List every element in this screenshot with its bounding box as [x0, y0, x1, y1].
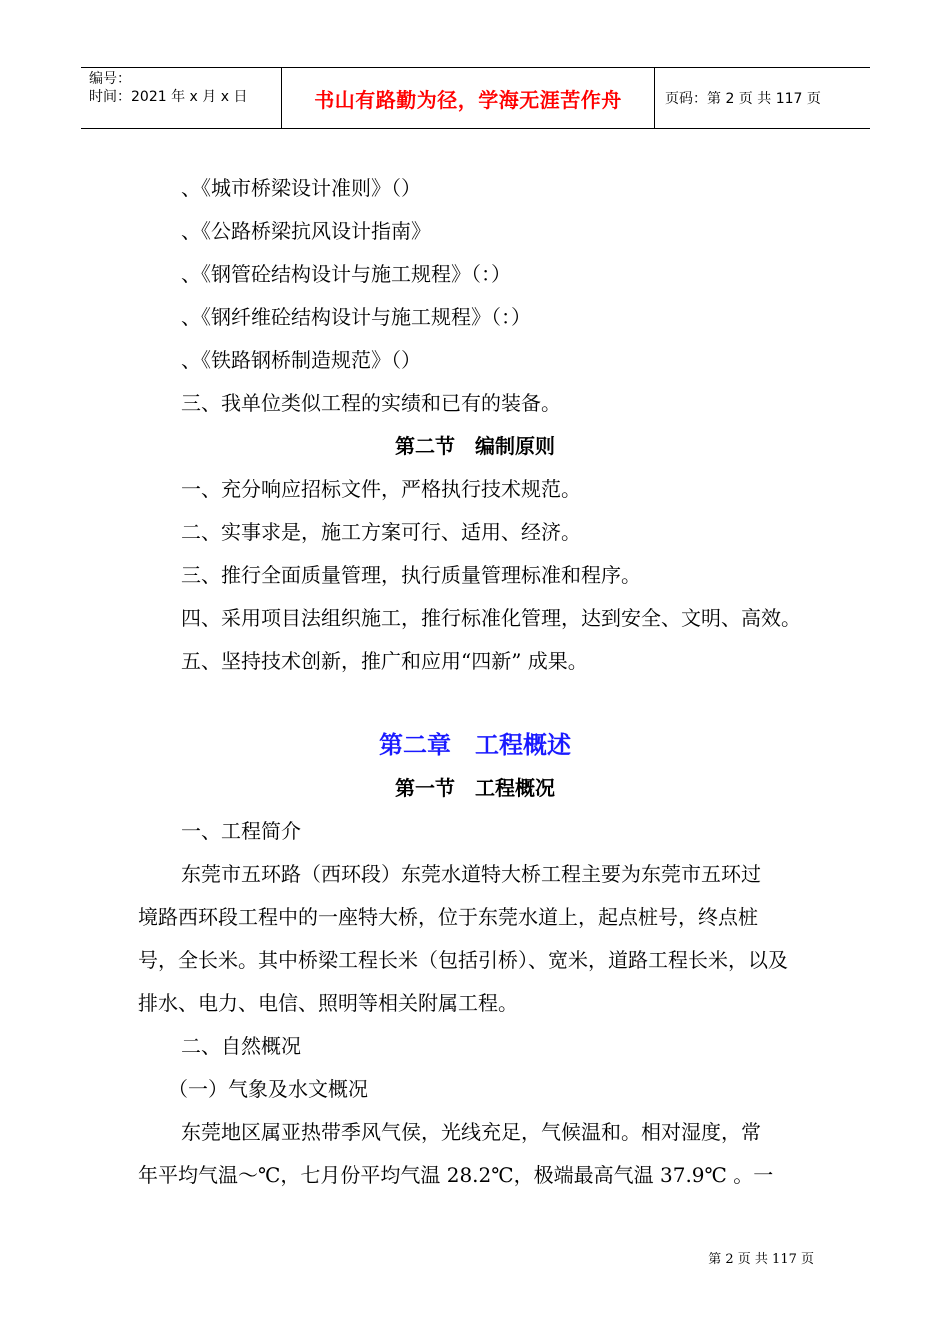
sub-heading: 一、工程简介 [181, 819, 301, 843]
ref-line: 、《城市桥梁设计准则》（） [181, 176, 421, 200]
paragraph-line: 东莞市五环路（西环段）东莞水道特大桥工程主要为东莞市五环过 [181, 862, 761, 886]
ref-line: 、《钢管砼结构设计与施工规程》（：） [181, 262, 511, 286]
page-footer: 第 2 页 共 117 页 [708, 1252, 814, 1267]
ref-line: 、《铁路钢桥制造规范》（） [181, 348, 421, 372]
paragraph-line: 排水、电力、电信、照明等相关附属工程。 [138, 991, 518, 1015]
principle-line: 一、充分响应招标文件，严格执行技术规范。 [181, 477, 581, 501]
principle-line: 五、坚持技术创新，推广和应用“四新” 成果。 [181, 649, 588, 673]
principle-line: 四、采用项目法组织施工，推行标准化管理，达到安全、文明、高效。 [181, 606, 801, 630]
section-heading: 第一节 工程概况 [395, 776, 555, 800]
header-table [81, 67, 870, 129]
paragraph-line: 年平均气温～℃，七月份平均气温 28.2℃，极端最高气温 37.9℃ 。一 [138, 1163, 774, 1187]
paragraph-line: 东莞地区属亚热带季风气侯，光线充足，气候温和。相对湿度，常 [181, 1120, 761, 1144]
principle-line: 三、推行全面质量管理，执行质量管理标准和程序。 [181, 563, 641, 587]
item-three: 三、我单位类似工程的实绩和已有的装备。 [181, 391, 561, 415]
motto: 书山有路勤为径，学海无涯苦作舟 [282, 68, 655, 128]
page-label: 页码：第 2 页 共 117 页 [665, 91, 821, 107]
chapter-heading: 第二章 工程概述 [379, 730, 571, 759]
number-label: 编号： [89, 71, 131, 87]
ref-line: 、《钢纤维砼结构设计与施工规程》（：） [181, 305, 531, 329]
principle-line: 二、实事求是，施工方案可行、适用、经济。 [181, 520, 581, 544]
sub-heading: （一）气象及水文概况 [168, 1077, 368, 1101]
paragraph-line: 境路西环段工程中的一座特大桥，位于东莞水道上，起点桩号，终点桩 [138, 905, 758, 929]
ref-line: 、《公路桥梁抗风设计指南》 [181, 219, 431, 243]
section-heading: 第二节 编制原则 [395, 434, 555, 458]
header-meta-cell [81, 68, 282, 128]
paragraph-line: 号，全长米。其中桥梁工程长米（包括引桥）、宽米，道路工程长米，以及 [138, 948, 788, 972]
sub-heading: 二、自然概况 [181, 1034, 301, 1058]
time-label: 时间：2021 年 x 月 x 日 [89, 89, 248, 105]
